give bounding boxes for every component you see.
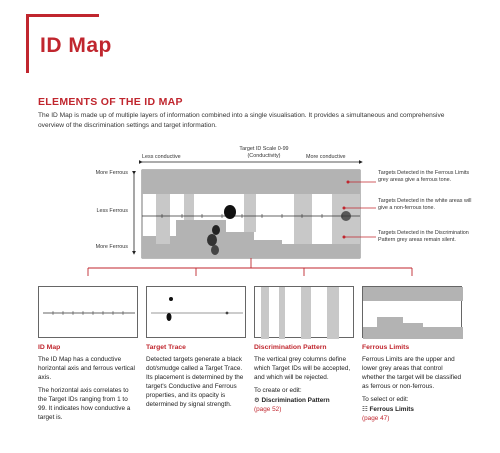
callout-text-white: Targets Detected in the white areas will give a non-ferrous tone. [378, 198, 472, 211]
panel-discrimination-pattern [254, 286, 354, 338]
less-conductive-label: Less conductive [142, 154, 181, 160]
discrimination-column [294, 194, 312, 244]
more-ferrous-top-label: More Ferrous [95, 170, 128, 176]
col-title-ferrous-limits: Ferrous Limits [362, 344, 410, 351]
col-title-discrimination: Discrimination Pattern [254, 344, 327, 351]
col-paragraph: To create or edit: [254, 387, 302, 394]
target-trace [207, 234, 217, 246]
col-text-id-map [38, 355, 138, 426]
col-paragraph: Ferrous Limits are the upper and lower grey areas that control whether the target will be classified as ferrous or non-ferrous. [362, 356, 462, 390]
panel-id-map [38, 286, 138, 338]
panel-target-trace [146, 286, 246, 338]
col-title-id-map: ID Map [38, 344, 61, 351]
less-ferrous-label: Less Ferrous [96, 208, 128, 214]
manual-page [26, 14, 478, 444]
discrimination-column [244, 194, 256, 232]
col-paragraph: The horizontal axis correlates to the Target IDs ranging from 1 to 99. It indicates how conductive a target is. [38, 387, 131, 421]
intro-paragraph: The ID Map is made up of multiple layers of information combined into a single visualisation. It provides a simultaneous and comprehensive overview of the discrimination settings and target information. [38, 112, 445, 129]
more-ferrous-bottom-label: More Ferrous [95, 244, 128, 250]
id-map-diagram [26, 136, 478, 276]
page-ref-link[interactable]: (page 47) [362, 415, 390, 422]
col-paragraph: To select or edit: [362, 396, 409, 403]
discrimination-column [156, 194, 170, 244]
more-conductive-label: More conductive [306, 154, 346, 160]
settings-icon: ⚙ [254, 397, 262, 404]
target-trace [211, 245, 219, 255]
target-trace [224, 205, 236, 219]
col-paragraph: The ID Map has a conductive horizontal axis and ferrous vertical axis. [38, 356, 135, 381]
discrimination-edit-link[interactable]: ⚙ Discrimination Pattern [254, 397, 330, 404]
callout-text-discrimination: Targets Detected in the Discrimination Pattern grey areas remain silent. [378, 230, 469, 243]
page-ref-link[interactable]: (page 52) [254, 406, 282, 413]
target-trace [212, 225, 220, 235]
callout-text-ferrous: Targets Detected in the Ferrous Limits grey areas give a ferrous tone. [378, 170, 470, 183]
col-text-ferrous-limits [362, 355, 462, 423]
page-title: ID Map [40, 34, 112, 57]
connector-tree [88, 258, 412, 276]
scale-title: Target ID Scale 0-99 [239, 146, 289, 152]
upper-ferrous-limit [142, 170, 360, 194]
ferrous-limits-edit-link[interactable]: ☷ Ferrous Limits [362, 406, 414, 413]
section-title: ELEMENTS OF THE ID MAP [38, 96, 183, 108]
scale-subtitle: (Conductivity) [247, 153, 281, 159]
sliders-icon: ☷ [362, 406, 370, 413]
target-trace [341, 211, 351, 221]
col-paragraph: The vertical grey columns define which Target IDs will be accepted, and which will be rejected. [254, 356, 351, 381]
col-text-discrimination [254, 355, 354, 414]
col-paragraph: Detected targets generate a black dot/smudge called a Target Trace. Its placement is determined by the target's Conductive and Ferrous properties, and its opacity is determined by signal strength. [146, 356, 244, 408]
col-title-target-trace: Target Trace [146, 344, 186, 351]
panel-ferrous-limits [362, 286, 462, 338]
col-text-target-trace [146, 355, 246, 413]
